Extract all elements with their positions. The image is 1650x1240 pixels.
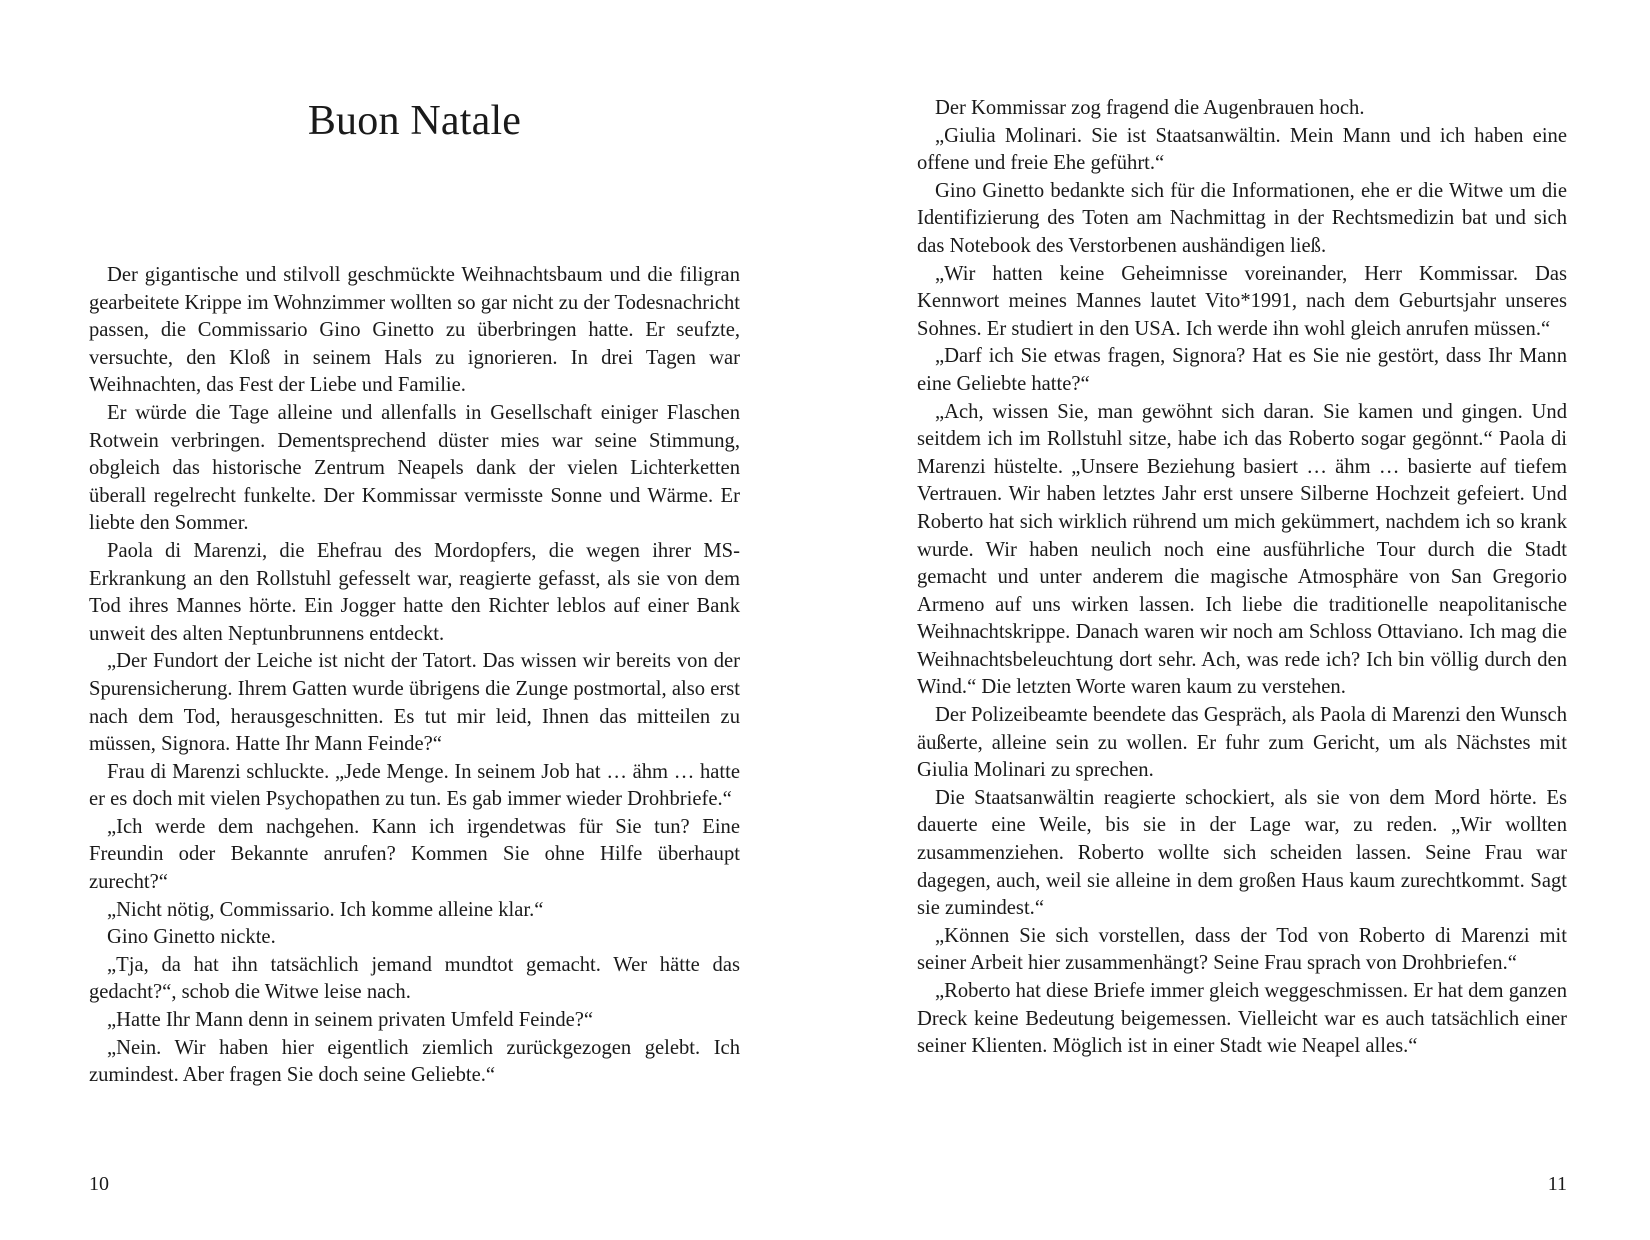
right-page-body (917, 95, 1567, 1061)
right-page (825, 0, 1650, 1240)
paragraph: „Giulia Molinari. Sie ist Staatsanwältin. Mein Mann und ich haben eine offene und freie Ehe geführt.“ (917, 124, 1567, 175)
paragraph: Der Kommissar zog fragend die Augenbrauen hoch. (935, 97, 1365, 119)
paragraph: Gino Ginetto bedankte sich für die Informationen, ehe er die Witwe um die Identifizierung des Toten am Nachmittag in der Rechtsmedizin bat und sich das Notebook des Verstorbenen aushändigen ließ. (917, 179, 1567, 257)
left-page-body (89, 262, 740, 1090)
paragraph: „Hatte Ihr Mann denn in seinem privaten Umfeld Feinde?“ (107, 1009, 594, 1032)
paragraph: Gino Ginetto nickte. (107, 926, 276, 949)
paragraph: „Können Sie sich vorstellen, dass der Tod von Roberto di Marenzi mit seiner Arbeit hier zusammenhängt? Seine Frau sprach von Drohbriefen.“ (917, 924, 1567, 975)
paragraph: Der Polizeibeamte beendete das Gespräch, als Paola di Marenzi den Wunsch äußerte, alleine sein zu wollen. Er fuhr zum Gericht, um als Nächstes mit Giulia Molinari zu sprechen. (917, 704, 1567, 782)
paragraph: Paola di Marenzi, die Ehefrau des Mordopfers, die wegen ihrer MS-Erkrankung an den Rollstuhl gefesselt war, reagierte gefasst, als sie von dem Tod ihres Mannes hörte. Ein Jogger hatte den Richter leblos auf einer Bank unweit des alten Neptunbrunnens entdeckt. (89, 539, 740, 645)
paragraph: „Tja, da hat ihn tatsächlich jemand mundtot gemacht. Wer hätte das gedacht?“, schob die Witwe leise nach. (89, 953, 740, 1004)
paragraph: Frau di Marenzi schluckte. „Jede Menge. In seinem Job hat … ähm … hatte er es doch mit vielen Psychopathen zu tun. Es gab immer wieder Drohbriefe.“ (89, 760, 740, 811)
page-number-left: 10 (89, 1173, 109, 1195)
paragraph: „Darf ich Sie etwas fragen, Signora? Hat es Sie nie gestört, dass Ihr Mann eine Geliebte hatte?“ (917, 345, 1567, 395)
paragraph: „Wir hatten keine Geheimnisse voreinander, Herr Kommissar. Das Kennwort meines Mannes lautet Vito*1991, nach dem Geburtsjahr unseres Sohnes. Er studiert in den USA. Ich werde ihn wohl gleich anrufen müssen.“ (917, 262, 1567, 340)
paragraph: „Roberto hat diese Briefe immer gleich weggeschmissen. Er hat dem ganzen Dreck keine Bedeutung beigemessen. Vielleicht war es auch tatsächlich einer seiner Klienten. Möglich ist in einer Stadt wie Neapel alles.“ (917, 980, 1567, 1058)
paragraph: „Der Fundort der Leiche ist nicht der Tatort. Das wissen wir bereits von der Spurensicherung. Ihrem Gatten wurde übrigens die Zunge postmortal, also erst nach dem Tod, herausgeschnitten. Es tut mir leid, Ihnen das mitteilen zu müssen, Signora. Hatte Ihr Mann Feinde?“ (89, 650, 740, 756)
paragraph: Der gigantische und stilvoll geschmückte Weihnachtsbaum und die filigran gearbeitete Krippe im Wohnzimmer wollten so gar nicht zu der Todesnachricht passen, die Commissario Gino Ginetto zu überbringen hatte. Er seufzte, versuchte, den Kloß in seinem Hals zu ignorieren. In drei Tagen war Weihnachten, das Fest der Liebe und Familie. (89, 264, 740, 397)
chapter-title: Buon Natale (307, 98, 522, 144)
paragraph: „Ach, wissen Sie, man gewöhnt sich daran. Sie kamen und gingen. Und seitdem ich im Rollstuhl sitze, habe ich das Roberto sogar gegönnt.“ Paola di Marenzi hüstelte. „Unsere Beziehung basiert … ähm … basierte auf tiefem Vertrauen. Wir haben letztes Jahr erst unsere Silberne Hochzeit gefeiert. Und Roberto hat sich wirklich rührend um mich gekümmert, nachdem ich so krank wurde. Wir haben neulich noch eine ausführliche Tour durch die Stadt gemacht und unter anderem die magische Atmosphäre von San Gregorio Armeno auf uns wirken lassen. Ich liebe die traditionelle neapolitanische Weihnachtskrippe. Danach waren wir noch am Schloss Ottaviano. Ich mag die Weihnachtsbeleuchtung dort sehr. Ach, was rede ich? Ich bin völlig durch den Wind.“ Die letzten Worte waren kaum zu verstehen. (917, 400, 1567, 699)
page-number-right: 11 (1547, 1173, 1567, 1195)
paragraph: „Ich werde dem nachgehen. Kann ich irgendetwas für Sie tun? Eine Freundin oder Bekannte anrufen? Kommen Sie ohne Hilfe überhaupt zurecht?“ (89, 815, 740, 894)
paragraph: „Nicht nötig, Commissario. Ich komme alleine klar.“ (107, 898, 544, 921)
paragraph: Die Staatsanwältin reagierte schockiert, als sie von dem Mord hörte. Es dauerte eine Weile, bis sie in der Lage war, zu reden. „Wir wollten zusammenziehen. Roberto wollte sich scheiden lassen. Seine Frau war dagegen, auch, weil sie alleine in dem großen Haus kaum zurechtkommt. Sagt sie zumindest.“ (917, 786, 1567, 920)
paragraph: Er würde die Tage alleine und allenfalls in Gesellschaft einiger Flaschen Rotwein verbringen. Dementsprechend düster mies war seine Stimmung, obgleich das historische Zentrum Neapels dank der vielen Lichterketten überall regelrecht funkelte. Der Kommissar vermisste Sonne und Wärme. Er liebte den Sommer. (89, 401, 740, 535)
paragraph: „Nein. Wir haben hier eigentlich ziemlich zurückgezogen gelebt. Ich zumindest. Aber fragen Sie doch seine Geliebte.“ (89, 1036, 740, 1087)
